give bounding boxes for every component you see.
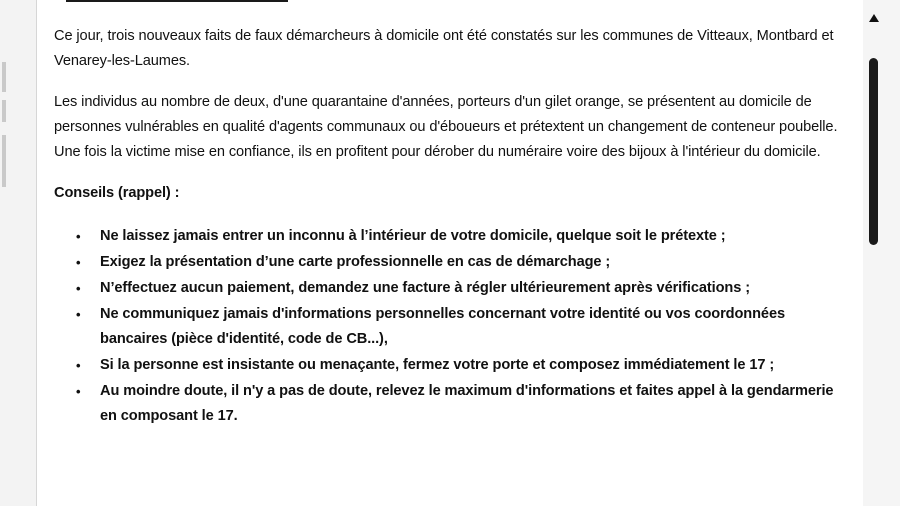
left-panel-marker [2,135,6,187]
bullet-icon: • [76,384,81,399]
bullet-icon: • [76,255,81,270]
advice-list-item [54,250,854,275]
advice-heading: Conseils (rappel) : [54,185,180,201]
article-content [54,24,854,430]
advice-text: Ne communiquez jamais d'informations personnelles concernant votre identité ou vos coordonnées bancaires (pièce d'identité, code de CB...), [100,306,785,347]
bullet-icon: • [76,281,81,296]
advice-list-item [54,302,854,352]
details-paragraph: Les individus au nombre de deux, d'une quarantaine d'années, porteurs d'un gilet orange, se présentent au domicile de personnes vulnérables en qualité d'agents communaux ou d'éboueurs et prétextent un changement de conteneur poubelle. Une fois la victime mise en confiance, ils en profitent pour dérober du numéraire voire des bijoux à l'intérieur du domicile. [54,94,838,160]
advice-text: Au moindre doute, il n'y a pas de doute, relevez le maximum d'informations et faites appel à la gendarmerie en composant le 17. [100,383,834,424]
advice-list-item [54,276,854,301]
scroll-up-icon[interactable] [869,14,879,22]
intro-paragraph: Ce jour, trois nouveaux faits de faux démarcheurs à domicile ont été constatés sur les communes de Vitteaux, Montbard et Venarey-les-Laumes. [54,28,834,69]
scroll-thumb[interactable] [869,58,878,245]
left-panel-edge [0,0,36,506]
bullet-icon: • [76,307,81,322]
advice-list-item [54,353,854,378]
bullet-icon: • [76,358,81,373]
advice-text: Ne laissez jamais entrer un inconnu à l’intérieur de votre domicile, quelque soit le prétexte ; [100,228,726,244]
bullet-icon: • [76,229,81,244]
left-panel-marker [2,100,6,122]
advice-text: Si la personne est insistante ou menaçante, fermez votre porte et composez immédiatement le 17 ; [100,357,775,373]
advice-list-item [54,379,854,429]
advice-list [54,224,854,429]
left-panel-marker [2,62,6,92]
advice-text: N’effectuez aucun paiement, demandez une facture à régler ultérieurement après vérifications ; [100,280,750,296]
advice-list-item [54,224,854,249]
article-page [36,0,865,506]
top-divider [66,0,288,2]
vertical-scrollbar[interactable] [863,0,900,506]
advice-text: Exigez la présentation d’une carte professionnelle en cas de démarchage ; [100,254,611,270]
